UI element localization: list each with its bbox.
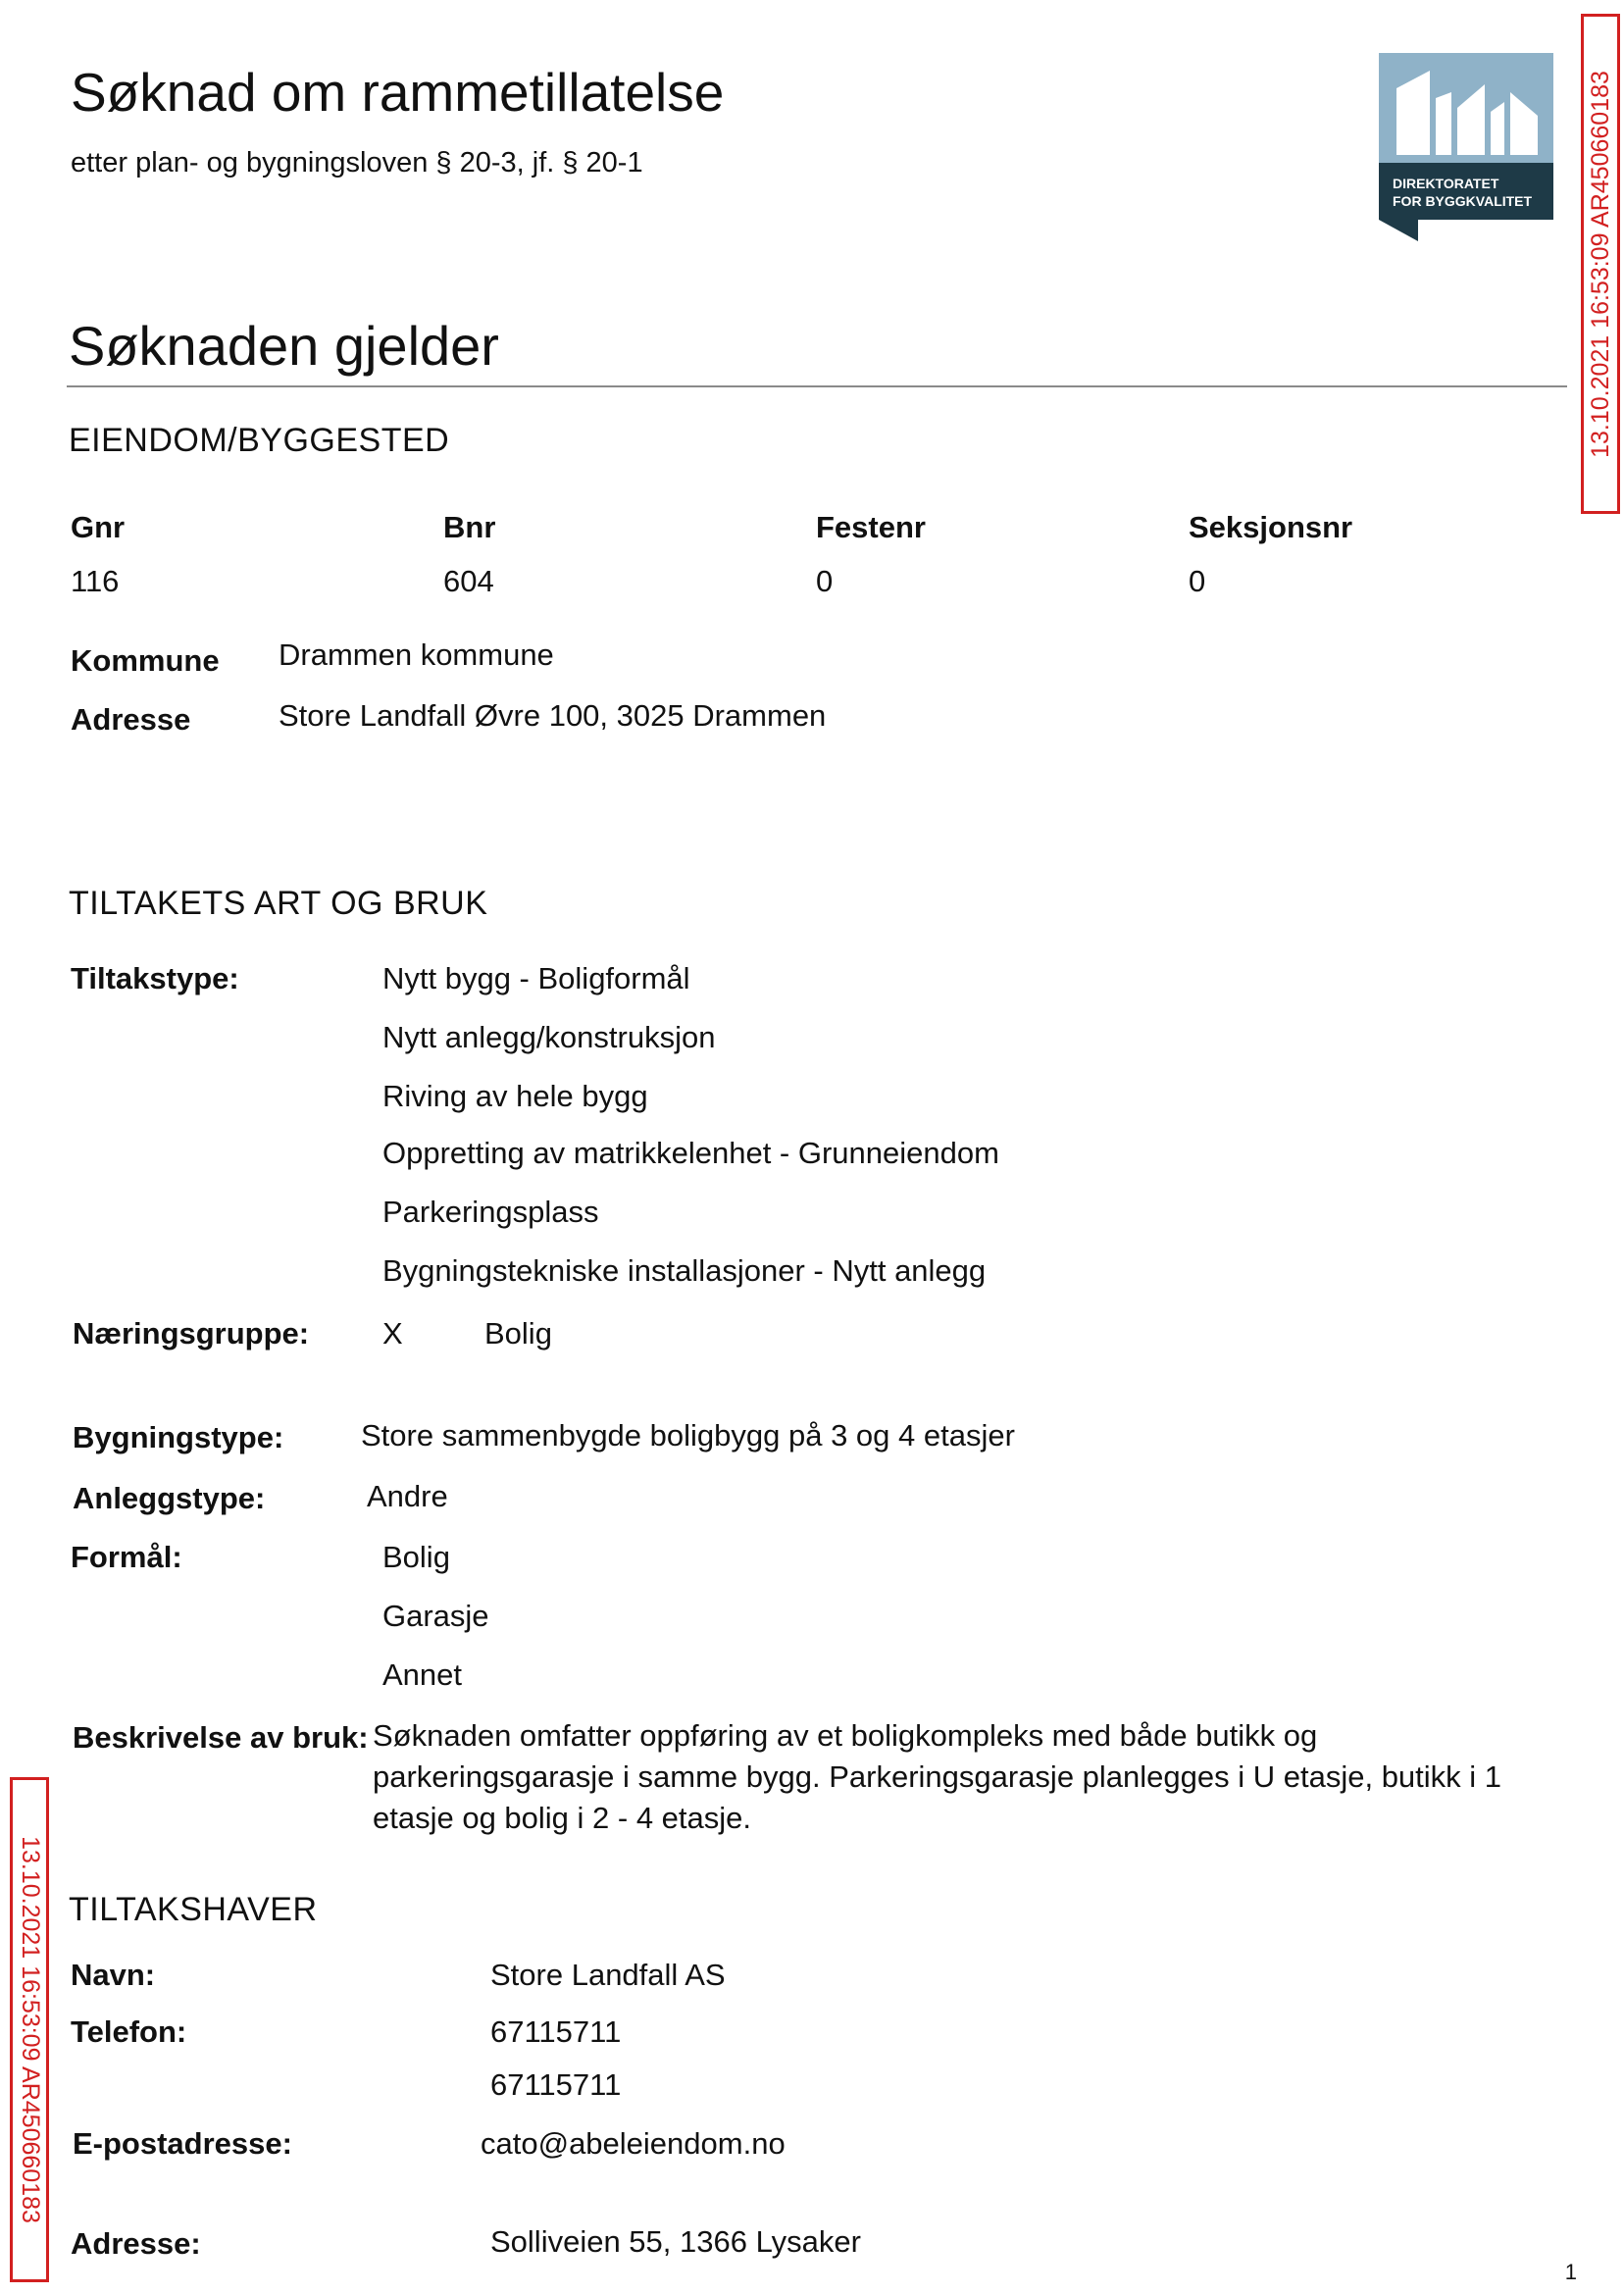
tiltakstype-value: Riving av hele bygg	[382, 1079, 648, 1113]
telefon-value: 67115711	[490, 2014, 622, 2049]
kommune-label: Kommune	[71, 643, 220, 678]
adresse-label: Adresse	[71, 702, 191, 737]
gnr-label: Gnr	[71, 510, 126, 544]
stamp-right	[1581, 14, 1620, 514]
page-number: 1	[1564, 2260, 1577, 2284]
navn-value: Store Landfall AS	[490, 1958, 726, 1992]
formal-value: Annet	[382, 1657, 463, 1692]
tiltakstype-value: Bygningstekniske installasjoner - Nytt anlegg	[382, 1253, 987, 1288]
naeringsgruppe-code: X	[382, 1316, 403, 1351]
festenr-label: Festenr	[816, 510, 926, 544]
formal-value: Garasje	[382, 1599, 489, 1633]
anleggstype-label: Anleggstype:	[73, 1481, 266, 1515]
section-tiltak-title: TILTAKETS ART OG BRUK	[69, 885, 488, 922]
tiltakshaver-adresse-label: Adresse:	[71, 2226, 201, 2261]
page-title: Søknad om rammetillatelse	[71, 62, 725, 123]
naeringsgruppe-value: Bolig	[484, 1316, 552, 1351]
epost-value: cato@abeleiendom.no	[481, 2126, 786, 2161]
tiltakshaver-adresse-value: Solliveien 55, 1366 Lysaker	[490, 2224, 861, 2259]
dibk-logo	[1379, 53, 1553, 241]
heading-divider	[67, 385, 1567, 387]
tiltakstype-value: Nytt bygg - Boligformål	[382, 961, 690, 995]
beskrivelse-line: parkeringsgarasje i samme bygg. Parkeringsgarasje planlegges i U etasje, butikk i 1	[373, 1759, 1502, 1794]
main-heading: Søknaden gjelder	[69, 315, 499, 377]
tiltakstype-value: Oppretting av matrikkelenhet - Grunneiendom	[382, 1136, 999, 1170]
stamp-left-text: 13.10.2021 16:53:09 AR450660183	[16, 1836, 44, 2223]
section-eiendom-title: EIENDOM/BYGGESTED	[69, 422, 450, 459]
bygningstype-value: Store sammenbygde boligbygg på 3 og 4 etasjer	[361, 1418, 1015, 1453]
beskrivelse-line: etasje og bolig i 2 - 4 etasje.	[373, 1801, 752, 1835]
logo-text-line2: FOR BYGGKVALITET	[1393, 193, 1533, 209]
stamp-right-text: 13.10.2021 16:53:09 AR450660183	[1586, 70, 1614, 458]
logo-text-line1: DIREKTORATET	[1393, 176, 1499, 191]
beskrivelse-line: Søknaden omfatter oppføring av et boligkompleks med både butikk og	[373, 1718, 1318, 1753]
navn-label: Navn:	[71, 1958, 156, 1992]
tiltakstype-label: Tiltakstype:	[71, 961, 239, 995]
tiltakstype-value: Nytt anlegg/konstruksjon	[382, 1020, 716, 1054]
seksjonsnr-value: 0	[1189, 564, 1206, 598]
epost-label: E-postadresse:	[73, 2126, 292, 2161]
dibk-logo-icon	[1379, 53, 1553, 241]
kommune-value: Drammen kommune	[279, 637, 554, 672]
seksjonsnr-label: Seksjonsnr	[1189, 510, 1353, 544]
anleggstype-value: Andre	[367, 1479, 448, 1513]
stamp-left	[10, 1777, 49, 2282]
gnr-value: 116	[71, 564, 120, 598]
naeringsgruppe-label: Næringsgruppe:	[73, 1316, 310, 1351]
formal-label: Formål:	[71, 1540, 182, 1574]
bygningstype-label: Bygningstype:	[73, 1420, 284, 1454]
festenr-value: 0	[816, 564, 834, 598]
tiltakstype-value: Parkeringsplass	[382, 1195, 599, 1229]
section-tiltakshaver-title: TILTAKSHAVER	[69, 1891, 318, 1928]
page-subtitle: etter plan- og bygningsloven § 20-3, jf. § 20-1	[71, 147, 643, 178]
adresse-value: Store Landfall Øvre 100, 3025 Drammen	[279, 698, 827, 733]
telefon-value: 67115711	[490, 2067, 622, 2102]
formal-value: Bolig	[382, 1540, 450, 1574]
beskrivelse-label: Beskrivelse av bruk:	[73, 1720, 369, 1755]
telefon-label: Telefon:	[71, 2014, 187, 2049]
bnr-value: 604	[443, 564, 494, 598]
bnr-label: Bnr	[443, 510, 496, 544]
